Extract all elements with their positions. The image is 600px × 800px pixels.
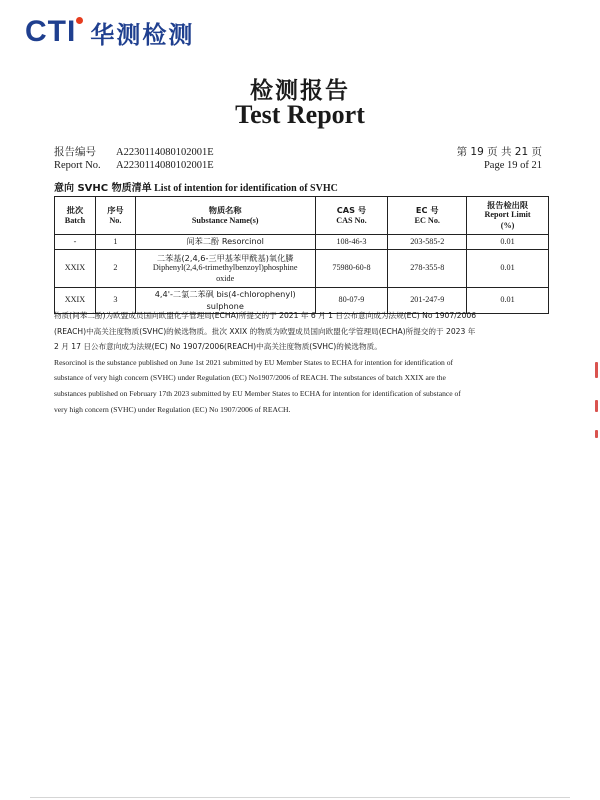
notes-block bbox=[54, 308, 552, 417]
table-row bbox=[55, 250, 549, 288]
page-number-cn: 第 19 页 共 21 页 bbox=[456, 146, 542, 158]
note-en-line: substance of very high concern (SVHC) under Regulation (EC) No1907/2006 of REACH. The substances of batch XXIX are the bbox=[54, 373, 446, 383]
header-report-limit: 报告检出限 Report Limit (%) bbox=[467, 197, 549, 235]
cell-no: 2 bbox=[95, 250, 135, 288]
seal-edge-mark bbox=[595, 430, 598, 438]
table-header-row bbox=[55, 197, 549, 235]
report-no-en-value: A2230114080102001E bbox=[116, 160, 214, 171]
cell-no: 1 bbox=[95, 235, 135, 250]
cell-cas: 80-07-9 bbox=[315, 288, 388, 314]
note-en-line: very high concern (SVHC) under Regulation (EC) No 1907/2006 of REACH. bbox=[54, 404, 291, 414]
page-number-block bbox=[457, 146, 542, 172]
table-row bbox=[55, 235, 549, 250]
note-en-line: Resorcinol is the substance published on June 1st 2021 submitted by EU Member States to ECHA for intention for identification of bbox=[54, 357, 454, 367]
page-number-en: Page 19 of 21 bbox=[483, 160, 542, 171]
page-bottom-edge bbox=[30, 797, 570, 798]
cell-limit: 0.01 bbox=[467, 235, 549, 250]
cell-ec: 203-585-2 bbox=[388, 235, 467, 250]
note-cn-line: 2 月 17 日公布意向成为法规(EC) No 1907/2006(REACH)中高关注度物质(SVHC)的候选物质。 bbox=[54, 342, 382, 352]
cell-batch: XXIX bbox=[55, 288, 96, 314]
note-cn-line: (REACH)中高关注度物质(SVHC)的候选物质。批次 XXIX 的物质为欧盟成员国向欧盟化学管理局(ECHA)所提交的于 2023 年 bbox=[54, 326, 476, 336]
cell-limit: 0.01 bbox=[467, 288, 549, 314]
svhc-table bbox=[54, 196, 549, 314]
header-batch: 批次 Batch bbox=[55, 197, 96, 235]
cell-cas: 108-46-3 bbox=[315, 235, 388, 250]
logo-chinese-text: 华测检测 bbox=[90, 20, 195, 49]
note-en-line: substances published on February 17th 2023 submitted by EU Member States to ECHA for intention for identification of substance of bbox=[54, 388, 461, 398]
cell-substance-name: 4,4'-二氯二苯砜 bis(4-chlorophenyl) sulphone bbox=[135, 288, 315, 314]
header-substance-name: 物质名称 Substance Name(s) bbox=[135, 197, 315, 235]
cell-substance-name: 间苯二酚 Resorcinol bbox=[135, 235, 315, 250]
header-ec-no: EC 号 EC No. bbox=[388, 197, 467, 235]
cell-no: 3 bbox=[95, 288, 135, 314]
cell-batch: - bbox=[55, 235, 96, 250]
section-title-cn: 意向 SVHC 物质清单 bbox=[54, 183, 152, 194]
report-number-block bbox=[54, 146, 214, 172]
cell-ec: 278-355-8 bbox=[388, 250, 467, 288]
report-no-cn-value: A2230114080102001E bbox=[116, 147, 214, 158]
cell-limit: 0.01 bbox=[467, 250, 549, 288]
seal-edge-mark bbox=[595, 362, 598, 378]
report-title-cn: 检测报告 bbox=[250, 78, 350, 104]
note-cn-line: 物质(间苯二酚)为欧盟成员国向欧盟化学管理局(ECHA)所提交的于 2021 年 6 月 1 日公布意向成为法规(EC) No 1907/2006 bbox=[54, 311, 477, 320]
cell-substance-name: 二苯基(2,4,6-三甲基苯甲酰基)氧化膦 Diphenyl(2,4,6-trimethylbenzoyl)phosphine oxide bbox=[135, 250, 315, 288]
logo-dot bbox=[76, 17, 83, 24]
cell-cas: 75980-60-8 bbox=[315, 250, 388, 288]
report-title-en: Test Report bbox=[235, 100, 365, 129]
cell-ec: 201-247-9 bbox=[388, 288, 467, 314]
logo-cti-text: CTI bbox=[25, 15, 76, 49]
report-no-cn-label: 报告编号 bbox=[54, 146, 96, 158]
section-title-en: List of intention for identification of SVHC bbox=[154, 183, 338, 194]
report-no-en-label: Report No. bbox=[54, 160, 101, 171]
header-no: 序号 No. bbox=[95, 197, 135, 235]
section-title bbox=[54, 179, 338, 194]
cti-logo bbox=[25, 14, 194, 50]
header-cas-no: CAS 号 CAS No. bbox=[315, 197, 388, 235]
seal-edge-mark bbox=[595, 400, 598, 412]
cell-batch: XXIX bbox=[55, 250, 96, 288]
